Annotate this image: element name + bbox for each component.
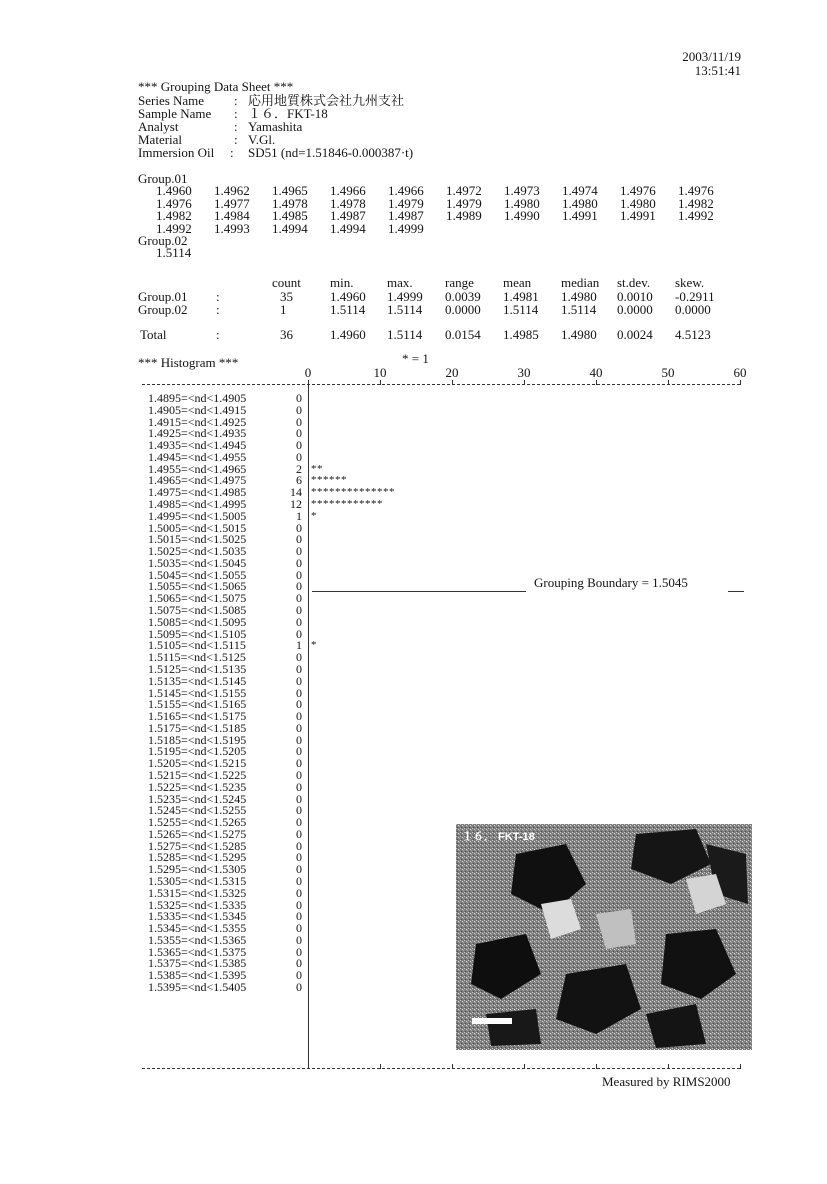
bin-stars: ** bbox=[311, 462, 323, 475]
stats-total-sep: : bbox=[216, 327, 220, 342]
bin-count: 0 bbox=[296, 555, 302, 570]
histogram-bin-row bbox=[0, 414, 827, 429]
bin-range: 1.4935=<nd<1.4945 bbox=[148, 438, 247, 453]
histogram-bin-row bbox=[0, 685, 827, 700]
bin-count: 0 bbox=[296, 402, 302, 417]
stats-header: count bbox=[272, 275, 301, 290]
histogram-bin-row bbox=[0, 720, 827, 735]
bin-range: 1.5335=<nd<1.5345 bbox=[148, 909, 247, 924]
histogram-bin-row bbox=[0, 393, 827, 404]
histogram-bin-row bbox=[0, 546, 827, 557]
group-value: 1.4966 bbox=[330, 183, 366, 198]
group-value: 1.4973 bbox=[504, 183, 540, 198]
stats-cell: 1 bbox=[280, 302, 287, 317]
info-value: 応用地質株式会社九州支社 bbox=[248, 93, 405, 108]
bin-range: 1.5365=<nd<1.5375 bbox=[148, 944, 247, 959]
bin-count: 0 bbox=[296, 697, 302, 712]
bin-count: 1 bbox=[296, 638, 302, 653]
bin-count: 0 bbox=[296, 426, 302, 441]
bin-count: 0 bbox=[296, 414, 302, 429]
info-key: Sample Name bbox=[138, 106, 212, 121]
bin-range: 1.5325=<nd<1.5335 bbox=[148, 897, 247, 912]
stats-total-label: Total bbox=[140, 327, 167, 342]
group-value: 1.4966 bbox=[388, 183, 424, 198]
sample-micrograph bbox=[456, 824, 752, 1050]
group-value: 1.4982 bbox=[156, 208, 192, 223]
stats-row-sep: : bbox=[216, 289, 220, 304]
info-value: SD51 (nd=1.51846-0.000387·t) bbox=[248, 145, 414, 160]
micrograph-image bbox=[456, 824, 752, 1050]
bin-count: 0 bbox=[296, 850, 302, 865]
stats-header: mean bbox=[503, 275, 532, 290]
info-value: １６．FKT-18 bbox=[248, 106, 328, 121]
stats-cell: 1.4981 bbox=[503, 289, 539, 304]
histogram-bin-row bbox=[0, 534, 827, 545]
report-time: 13:51:41 bbox=[694, 63, 741, 78]
bin-range: 1.5005=<nd<1.5015 bbox=[148, 520, 247, 535]
histogram-bin-row bbox=[0, 520, 827, 535]
bin-count: 1 bbox=[296, 508, 302, 523]
histogram-bin-row bbox=[0, 614, 827, 629]
bin-count: 0 bbox=[296, 685, 302, 700]
bin-range: 1.4985=<nd<1.4995 bbox=[148, 497, 247, 512]
stats-header: range bbox=[445, 275, 474, 290]
axis-tick-bottom bbox=[524, 1064, 525, 1069]
histogram-bin-row bbox=[0, 461, 827, 476]
bin-range: 1.5235=<nd<1.5245 bbox=[148, 791, 247, 806]
axis-tick-label: 40 bbox=[589, 365, 603, 380]
stats-cell: 0.0039 bbox=[445, 289, 481, 304]
bin-count: 0 bbox=[296, 567, 302, 582]
stats-cell: 0.0000 bbox=[675, 302, 711, 317]
stats-total-cell: 36 bbox=[280, 327, 293, 342]
bin-count: 0 bbox=[296, 614, 302, 629]
histogram-bin-row bbox=[0, 758, 827, 769]
histogram-bin-row bbox=[0, 732, 827, 747]
histogram-bin-row bbox=[0, 791, 827, 806]
bin-range: 1.5275=<nd<1.5285 bbox=[148, 838, 247, 853]
histogram-bin-row bbox=[0, 652, 827, 663]
group-value: 1.4962 bbox=[214, 183, 250, 198]
bin-range: 1.5315=<nd<1.5325 bbox=[148, 885, 247, 900]
footer-measured-by: Measured by RIMS2000 bbox=[602, 1074, 731, 1089]
bin-range: 1.5155=<nd<1.5165 bbox=[148, 697, 247, 712]
stats-header: min. bbox=[330, 275, 354, 290]
bin-count: 0 bbox=[296, 709, 302, 724]
bin-count: 0 bbox=[296, 603, 302, 618]
axis-tick-top bbox=[380, 380, 381, 385]
axis-tick-label: 0 bbox=[304, 365, 312, 380]
bin-range: 1.5075=<nd<1.5085 bbox=[148, 603, 247, 618]
histogram-scale-note: * = 1 bbox=[402, 351, 429, 366]
group-label: Group.01 bbox=[138, 171, 188, 186]
histogram-bottom-axis bbox=[142, 1068, 740, 1069]
bin-count: 0 bbox=[296, 803, 302, 818]
bin-count: 0 bbox=[296, 650, 302, 665]
bin-range: 1.4915=<nd<1.4925 bbox=[148, 414, 247, 429]
axis-tick-bottom bbox=[380, 1064, 381, 1069]
stats-total-cell: 1.4985 bbox=[503, 327, 539, 342]
group-value: 1.4994 bbox=[330, 220, 366, 236]
stats-total-cell: 1.5114 bbox=[387, 327, 423, 342]
stats-cell: 1.4960 bbox=[330, 289, 366, 304]
bin-count: 0 bbox=[296, 838, 302, 853]
report-date: 2003/11/19 bbox=[682, 49, 741, 64]
bin-count: 0 bbox=[296, 897, 302, 912]
bin-count: 0 bbox=[296, 438, 302, 453]
bin-range: 1.4965=<nd<1.4975 bbox=[148, 473, 247, 488]
bin-range: 1.5195=<nd<1.5205 bbox=[148, 744, 247, 759]
group-value: 1.4978 bbox=[272, 195, 308, 211]
group-value: 1.4992 bbox=[678, 208, 714, 223]
bin-count: 0 bbox=[296, 968, 302, 983]
axis-tick-label: 50 bbox=[661, 365, 675, 380]
bin-range: 1.5065=<nd<1.5075 bbox=[148, 591, 247, 606]
histogram-bin-row bbox=[0, 779, 827, 794]
histogram-bin-row bbox=[0, 428, 827, 439]
group-value: 1.4978 bbox=[330, 195, 366, 211]
group-label: Group.02 bbox=[138, 233, 188, 248]
bin-count: 0 bbox=[296, 909, 302, 924]
bin-count: 0 bbox=[296, 449, 302, 464]
grouping-boundary-line bbox=[312, 591, 526, 592]
axis-tick-label: 10 bbox=[373, 365, 387, 380]
bin-range: 1.4995=<nd<1.5005 bbox=[148, 508, 247, 523]
bin-count: 0 bbox=[296, 944, 302, 959]
axis-tick-bottom bbox=[668, 1064, 669, 1069]
bin-stars: ************ bbox=[311, 498, 383, 511]
group-value: 1.4984 bbox=[214, 208, 250, 223]
stats-cell: 1.5114 bbox=[330, 302, 366, 317]
stats-row-label: Group.02 bbox=[138, 302, 188, 317]
bin-count: 0 bbox=[296, 673, 302, 688]
stats-total-cell: 4.5123 bbox=[675, 327, 711, 342]
bin-range: 1.5115=<nd<1.5125 bbox=[148, 650, 246, 665]
stats-total-cell: 0.0024 bbox=[617, 327, 653, 342]
histogram-bin-row bbox=[0, 746, 827, 757]
histogram-bin-row bbox=[0, 593, 827, 604]
histogram-bin-row bbox=[0, 567, 827, 582]
bin-count: 0 bbox=[296, 756, 302, 771]
bin-range: 1.5105=<nd<1.5115 bbox=[148, 638, 246, 653]
bin-count: 0 bbox=[296, 744, 302, 759]
bin-range: 1.4975=<nd<1.4985 bbox=[148, 485, 247, 500]
group-value: 1.4965 bbox=[272, 183, 308, 198]
stats-total-cell: 1.4980 bbox=[561, 327, 597, 342]
stats-total-cell: 0.0154 bbox=[445, 327, 481, 342]
group-value: 1.4974 bbox=[562, 183, 598, 198]
axis-tick-top bbox=[452, 380, 453, 385]
stats-row-sep: : bbox=[216, 302, 220, 317]
group-value: 1.4987 bbox=[388, 208, 424, 223]
bin-range: 1.5025=<nd<1.5035 bbox=[148, 544, 247, 559]
info-sep: : bbox=[234, 93, 238, 108]
group-value: 1.4990 bbox=[504, 208, 540, 223]
bin-count: 0 bbox=[296, 532, 302, 547]
axis-tick-label: 60 bbox=[733, 365, 747, 380]
bin-count: 0 bbox=[296, 791, 302, 806]
bin-range: 1.5185=<nd<1.5195 bbox=[148, 732, 247, 747]
axis-tick-top bbox=[740, 380, 741, 385]
histogram-bin-row bbox=[0, 640, 827, 651]
bin-count: 12 bbox=[290, 497, 302, 512]
histogram-bin-row bbox=[0, 699, 827, 710]
info-key: Immersion Oil bbox=[138, 145, 215, 160]
grouping-boundary-tail bbox=[728, 591, 744, 592]
bin-count: 0 bbox=[296, 826, 302, 841]
histogram-top-axis bbox=[142, 384, 740, 385]
stats-cell: 1.4980 bbox=[561, 289, 597, 304]
bin-range: 1.5345=<nd<1.5355 bbox=[148, 921, 247, 936]
group-value: 1.4977 bbox=[214, 195, 250, 211]
stats-row-label: Group.01 bbox=[138, 289, 188, 304]
bin-count: 0 bbox=[296, 921, 302, 936]
info-key: Analyst bbox=[138, 119, 179, 134]
axis-tick-bottom bbox=[452, 1064, 453, 1069]
micrograph-label: １６． FKT-18 bbox=[462, 831, 535, 843]
group-value: 1.4979 bbox=[446, 195, 482, 211]
bin-range: 1.5255=<nd<1.5265 bbox=[148, 815, 247, 830]
group-value: 1.4993 bbox=[214, 220, 250, 236]
bin-range: 1.5145=<nd<1.5155 bbox=[148, 685, 247, 700]
group-value: 1.4976 bbox=[620, 183, 656, 198]
axis-tick-label: 30 bbox=[517, 365, 531, 380]
stats-cell: 0.0000 bbox=[617, 302, 653, 317]
bin-range: 1.4945=<nd<1.4955 bbox=[148, 449, 247, 464]
group-value: 1.4960 bbox=[156, 183, 192, 198]
histogram-bin-row bbox=[0, 475, 827, 486]
axis-tick-label: 20 bbox=[445, 365, 459, 380]
histogram-title: *** Histogram *** bbox=[138, 355, 239, 370]
stats-header: skew. bbox=[675, 275, 705, 290]
group-value: 1.4980 bbox=[620, 195, 656, 211]
info-value: V.Gl. bbox=[248, 132, 276, 147]
bin-count: 0 bbox=[296, 544, 302, 559]
stats-cell: 1.4999 bbox=[387, 289, 423, 304]
stats-header: median bbox=[561, 275, 600, 290]
bin-count: 0 bbox=[296, 873, 302, 888]
bin-range: 1.5035=<nd<1.5045 bbox=[148, 555, 247, 570]
stats-header: st.dev. bbox=[617, 275, 651, 290]
group-value: 1.4976 bbox=[678, 183, 714, 198]
axis-tick-bottom bbox=[596, 1064, 597, 1069]
bin-count: 0 bbox=[296, 932, 302, 947]
group-value: 1.4991 bbox=[562, 208, 598, 223]
stats-header: max. bbox=[387, 275, 413, 290]
histogram-bin-row bbox=[0, 661, 827, 676]
bin-range: 1.4905=<nd<1.4915 bbox=[148, 402, 247, 417]
bin-range: 1.5125=<nd<1.5135 bbox=[148, 661, 247, 676]
bin-range: 1.5215=<nd<1.5225 bbox=[148, 767, 247, 782]
bin-range: 1.5265=<nd<1.5275 bbox=[148, 826, 247, 841]
histogram-bin-row bbox=[0, 440, 827, 451]
group-value: 1.4982 bbox=[678, 195, 714, 211]
axis-tick-top bbox=[596, 380, 597, 385]
group-value: 1.5114 bbox=[156, 245, 192, 260]
bin-range: 1.5355=<nd<1.5365 bbox=[148, 932, 247, 947]
info-sep: : bbox=[230, 145, 234, 160]
info-sep: : bbox=[234, 106, 238, 121]
bin-range: 1.4925=<nd<1.4935 bbox=[148, 426, 247, 441]
stats-cell: -0.2911 bbox=[675, 289, 715, 304]
info-key: Series Name bbox=[138, 93, 205, 108]
bin-range: 1.5395=<nd<1.5405 bbox=[148, 980, 247, 994]
stats-cell: 1.5114 bbox=[561, 302, 597, 317]
info-sep: : bbox=[234, 119, 238, 134]
group-value: 1.4980 bbox=[504, 195, 540, 211]
histogram-bin-row bbox=[0, 449, 827, 464]
bin-range: 1.5295=<nd<1.5305 bbox=[148, 862, 247, 877]
group-value: 1.4989 bbox=[446, 208, 482, 223]
bin-range: 1.5085=<nd<1.5095 bbox=[148, 614, 247, 629]
info-key: Material bbox=[138, 132, 183, 147]
bin-count: 0 bbox=[296, 980, 302, 994]
group-value: 1.4999 bbox=[388, 220, 424, 236]
histogram-bin-row bbox=[0, 626, 827, 641]
bin-stars: ****** bbox=[311, 474, 347, 487]
bin-count: 0 bbox=[296, 391, 302, 405]
info-value: Yamashita bbox=[248, 119, 303, 134]
group-value: 1.4991 bbox=[620, 208, 656, 223]
group-value: 1.4985 bbox=[272, 208, 308, 223]
bin-range: 1.5305=<nd<1.5315 bbox=[148, 873, 247, 888]
stats-cell: 1.5114 bbox=[503, 302, 539, 317]
bin-range: 1.5385=<nd<1.5395 bbox=[148, 968, 247, 983]
bin-count: 6 bbox=[296, 473, 302, 488]
bin-count: 0 bbox=[296, 591, 302, 606]
bin-range: 1.5165=<nd<1.5175 bbox=[148, 709, 247, 724]
bin-stars: * bbox=[311, 509, 317, 522]
bin-range: 1.5225=<nd<1.5235 bbox=[148, 779, 247, 794]
bin-count: 0 bbox=[296, 779, 302, 794]
bin-range: 1.4955=<nd<1.4965 bbox=[148, 461, 247, 476]
bin-range: 1.5055=<nd<1.5065 bbox=[148, 579, 247, 594]
bin-range: 1.5095=<nd<1.5105 bbox=[148, 626, 247, 641]
bin-count: 2 bbox=[296, 461, 302, 476]
bin-count: 0 bbox=[296, 732, 302, 747]
axis-tick-top bbox=[668, 380, 669, 385]
bin-count: 0 bbox=[296, 885, 302, 900]
bin-count: 0 bbox=[296, 956, 302, 971]
bin-range: 1.5285=<nd<1.5295 bbox=[148, 850, 247, 865]
histogram-bin-row bbox=[0, 508, 827, 523]
histogram-bin-row bbox=[0, 805, 827, 816]
bin-range: 1.5245=<nd<1.5255 bbox=[148, 803, 247, 818]
histogram-bin-row bbox=[0, 673, 827, 688]
histogram-bin-row bbox=[0, 402, 827, 417]
bin-count: 0 bbox=[296, 767, 302, 782]
bin-range: 1.5135=<nd<1.5145 bbox=[148, 673, 247, 688]
stats-cell: 0.0000 bbox=[445, 302, 481, 317]
bin-count: 0 bbox=[296, 626, 302, 641]
histogram-bin-row bbox=[0, 605, 827, 616]
group-value: 1.4976 bbox=[156, 195, 192, 211]
grouping-boundary-label: Grouping Boundary = 1.5045 bbox=[534, 575, 688, 590]
stats-cell: 35 bbox=[280, 289, 293, 304]
group-value: 1.4992 bbox=[156, 220, 192, 236]
bin-count: 0 bbox=[296, 579, 302, 594]
axis-tick-top bbox=[524, 380, 525, 385]
histogram-bin-row bbox=[0, 499, 827, 510]
bin-count: 14 bbox=[290, 485, 302, 500]
bin-count: 0 bbox=[296, 520, 302, 535]
bin-stars: * bbox=[311, 639, 317, 652]
bin-range: 1.5045=<nd<1.5055 bbox=[148, 567, 247, 582]
sheet-title: *** Grouping Data Sheet *** bbox=[138, 79, 294, 94]
bin-stars: ************** bbox=[311, 486, 395, 499]
bin-range: 1.5375=<nd<1.5385 bbox=[148, 956, 247, 971]
histogram-bin-row bbox=[0, 711, 827, 722]
bin-range: 1.5015=<nd<1.5025 bbox=[148, 532, 247, 547]
bin-range: 1.4895=<nd<1.4905 bbox=[148, 391, 247, 405]
stats-total-cell: 1.4960 bbox=[330, 327, 366, 342]
group-value: 1.4979 bbox=[388, 195, 424, 211]
bin-count: 0 bbox=[296, 661, 302, 676]
info-sep: : bbox=[234, 132, 238, 147]
axis-tick-bottom bbox=[740, 1064, 741, 1069]
bin-range: 1.5175=<nd<1.5185 bbox=[148, 720, 247, 735]
histogram-bin-row bbox=[0, 555, 827, 570]
bin-count: 0 bbox=[296, 720, 302, 735]
bin-count: 0 bbox=[296, 815, 302, 830]
group-value: 1.4980 bbox=[562, 195, 598, 211]
micrograph-scale-bar bbox=[472, 1018, 512, 1024]
group-value: 1.4994 bbox=[272, 220, 308, 236]
group-value: 1.4972 bbox=[446, 183, 482, 198]
bin-range: 1.5205=<nd<1.5215 bbox=[148, 756, 247, 771]
group-value: 1.4987 bbox=[330, 208, 366, 223]
histogram-bin-row bbox=[0, 487, 827, 498]
stats-cell: 1.5114 bbox=[387, 302, 423, 317]
bin-count: 0 bbox=[296, 862, 302, 877]
stats-cell: 0.0010 bbox=[617, 289, 653, 304]
histogram-bin-row bbox=[0, 767, 827, 782]
